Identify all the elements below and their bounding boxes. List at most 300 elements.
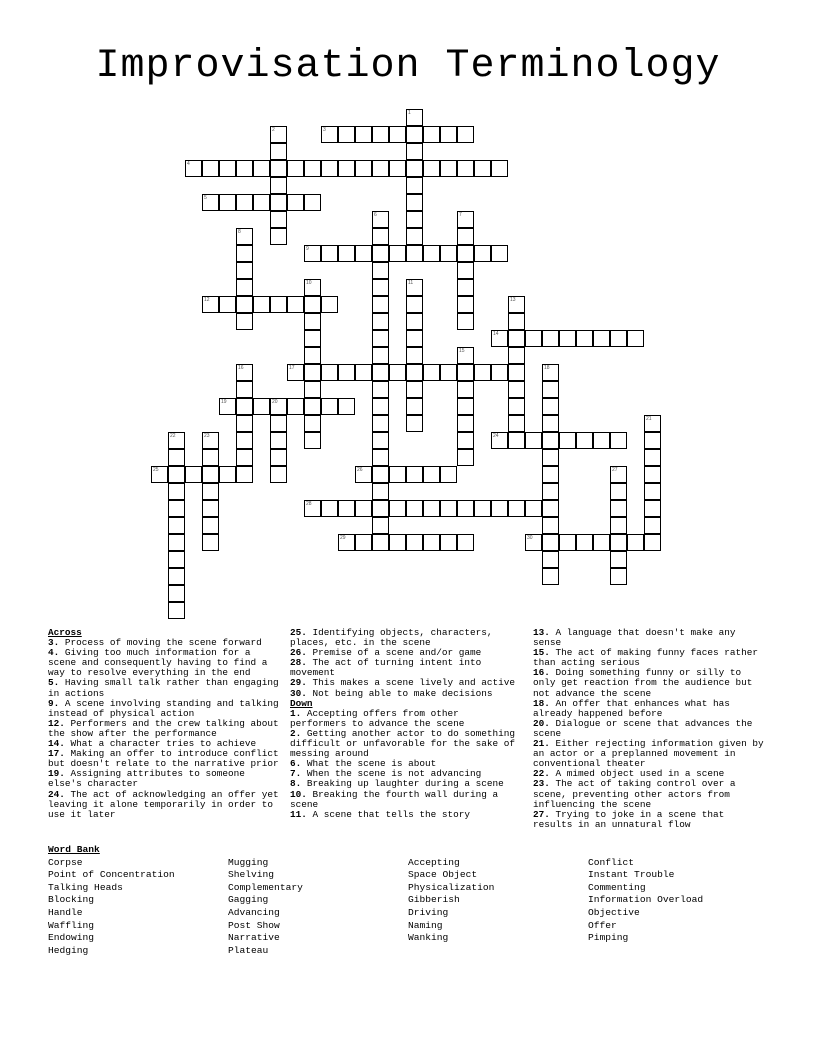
crossword-cell[interactable] — [304, 347, 321, 364]
crossword-cell[interactable] — [423, 364, 440, 381]
clue-number: 1 — [408, 110, 411, 116]
clue-text: Doing something funny or silly to only get reaction from the audience but not advance the scene — [533, 667, 753, 699]
clue — [48, 769, 283, 789]
clue — [290, 810, 520, 820]
clue-number-label: 20. — [533, 717, 550, 729]
crossword-cell[interactable] — [423, 245, 440, 262]
crossword-cell[interactable] — [508, 381, 525, 398]
crossword-cell[interactable] — [321, 398, 338, 415]
crossword-cell[interactable] — [593, 534, 610, 551]
crossword-cell[interactable] — [389, 364, 406, 381]
crossword-cell[interactable] — [610, 432, 627, 449]
crossword-cell[interactable] — [304, 296, 321, 313]
crossword-cell[interactable] — [270, 449, 287, 466]
crossword-cell[interactable] — [304, 432, 321, 449]
word-bank-word: Complementary — [228, 881, 303, 893]
crossword-cell[interactable] — [457, 398, 474, 415]
crossword-cell[interactable] — [559, 432, 576, 449]
crossword-cell[interactable] — [542, 381, 559, 398]
crossword-cell[interactable] — [440, 500, 457, 517]
crossword-cell[interactable] — [270, 160, 287, 177]
crossword-cell[interactable] — [389, 466, 406, 483]
crossword-cell[interactable] — [168, 517, 185, 534]
crossword-cell[interactable] — [457, 364, 474, 381]
clue-text: When the scene is not advancing — [301, 768, 482, 780]
crossword-cell[interactable] — [406, 177, 423, 194]
crossword-cell[interactable] — [236, 415, 253, 432]
crossword-cell[interactable] — [508, 313, 525, 330]
crossword-cell[interactable] — [457, 211, 474, 228]
crossword-cell[interactable] — [355, 126, 372, 143]
crossword-cell[interactable] — [406, 143, 423, 160]
crossword-cell[interactable] — [219, 160, 236, 177]
crossword-cell[interactable] — [202, 466, 219, 483]
crossword-cell[interactable] — [321, 364, 338, 381]
crossword-cell[interactable] — [457, 245, 474, 262]
crossword-cell[interactable] — [372, 517, 389, 534]
crossword-cell[interactable] — [372, 398, 389, 415]
crossword-cell[interactable] — [321, 296, 338, 313]
crossword-cell[interactable] — [474, 160, 491, 177]
crossword-cell[interactable] — [440, 466, 457, 483]
crossword-cell[interactable] — [372, 483, 389, 500]
crossword-cell[interactable] — [338, 398, 355, 415]
crossword-cell[interactable] — [576, 330, 593, 347]
crossword-cell[interactable] — [202, 194, 219, 211]
crossword-cell[interactable] — [457, 500, 474, 517]
crossword-cell[interactable] — [270, 466, 287, 483]
crossword-cell[interactable] — [610, 483, 627, 500]
crossword-cell[interactable] — [372, 126, 389, 143]
crossword-cell[interactable] — [576, 432, 593, 449]
crossword-cell[interactable] — [372, 364, 389, 381]
crossword-cell[interactable] — [440, 160, 457, 177]
crossword-cell[interactable] — [304, 500, 321, 517]
crossword-cell[interactable] — [542, 517, 559, 534]
crossword-cell[interactable] — [644, 517, 661, 534]
crossword-cell[interactable] — [219, 194, 236, 211]
crossword-cell[interactable] — [355, 534, 372, 551]
crossword-cell[interactable] — [270, 228, 287, 245]
crossword-cell[interactable] — [423, 160, 440, 177]
crossword-cell[interactable] — [151, 466, 168, 483]
crossword-cell[interactable] — [355, 245, 372, 262]
crossword-cell[interactable] — [304, 415, 321, 432]
crossword-cell[interactable] — [168, 466, 185, 483]
crossword-cell[interactable] — [406, 330, 423, 347]
crossword-cell[interactable] — [457, 296, 474, 313]
crossword-cell[interactable] — [236, 398, 253, 415]
crossword-cell[interactable] — [304, 313, 321, 330]
crossword-cell[interactable] — [440, 364, 457, 381]
crossword-cell[interactable] — [406, 211, 423, 228]
crossword-cell[interactable] — [491, 160, 508, 177]
clue-section-header: Down — [290, 697, 313, 709]
crossword-cell[interactable] — [525, 330, 542, 347]
crossword-cell[interactable] — [304, 364, 321, 381]
crossword-cell[interactable] — [270, 415, 287, 432]
crossword-cell[interactable] — [491, 432, 508, 449]
crossword-cell[interactable] — [593, 330, 610, 347]
crossword-cell[interactable] — [304, 194, 321, 211]
crossword-cell[interactable] — [389, 160, 406, 177]
crossword-cell[interactable] — [423, 500, 440, 517]
crossword-cell[interactable] — [338, 126, 355, 143]
crossword-cell[interactable] — [321, 245, 338, 262]
crossword-cell[interactable] — [525, 500, 542, 517]
crossword-cell[interactable] — [202, 534, 219, 551]
crossword-cell[interactable] — [168, 534, 185, 551]
clue-number: 28 — [306, 501, 312, 507]
crossword-cell[interactable] — [644, 534, 661, 551]
crossword-cell[interactable] — [372, 347, 389, 364]
crossword-cell[interactable] — [457, 449, 474, 466]
crossword-cell[interactable] — [219, 398, 236, 415]
crossword-cell[interactable] — [542, 466, 559, 483]
crossword-cell[interactable] — [627, 330, 644, 347]
crossword-cell[interactable] — [406, 364, 423, 381]
crossword-cell[interactable] — [644, 432, 661, 449]
crossword-cell[interactable] — [236, 313, 253, 330]
crossword-cell[interactable] — [236, 262, 253, 279]
clue-text: The act of making funny faces rather than acting serious — [533, 647, 759, 669]
word-bank-word: Pimping — [588, 932, 629, 944]
clue — [290, 790, 520, 810]
crossword-cell[interactable] — [304, 381, 321, 398]
crossword-cell[interactable] — [457, 313, 474, 330]
crossword-cell[interactable] — [270, 211, 287, 228]
crossword-cell[interactable] — [236, 296, 253, 313]
crossword-cell[interactable] — [542, 500, 559, 517]
crossword-cell[interactable] — [508, 415, 525, 432]
clue — [533, 668, 768, 698]
crossword-cell[interactable] — [542, 330, 559, 347]
crossword-cell[interactable] — [168, 432, 185, 449]
crossword-cell[interactable] — [440, 126, 457, 143]
crossword-cell[interactable] — [270, 177, 287, 194]
word-bank-word: Hedging — [48, 944, 89, 956]
crossword-cell[interactable] — [304, 398, 321, 415]
crossword-cell[interactable] — [423, 126, 440, 143]
clue-text: The act of acknowledging an offer yet leaving it alone temporarily in order to use it later — [48, 788, 279, 820]
crossword-cell[interactable] — [406, 466, 423, 483]
clue-text: Accepting offers from other performers to advance the scene — [290, 707, 465, 729]
crossword-cell[interactable] — [406, 347, 423, 364]
clue-number-label: 25. — [290, 627, 307, 638]
crossword-cell[interactable] — [321, 126, 338, 143]
crossword-cell[interactable] — [457, 415, 474, 432]
clue-number-label: 18. — [533, 697, 550, 709]
crossword-cell[interactable] — [610, 568, 627, 585]
crossword-cell[interactable] — [287, 398, 304, 415]
crossword-cell[interactable] — [372, 415, 389, 432]
clue — [533, 719, 768, 739]
crossword-cell[interactable] — [168, 449, 185, 466]
crossword-cell[interactable] — [304, 279, 321, 296]
crossword-cell[interactable] — [406, 313, 423, 330]
word-bank-column — [48, 857, 228, 958]
crossword-cell[interactable] — [644, 483, 661, 500]
crossword-cell[interactable] — [202, 517, 219, 534]
crossword-cell[interactable] — [236, 364, 253, 381]
crossword-cell[interactable] — [610, 551, 627, 568]
crossword-cell[interactable] — [372, 262, 389, 279]
crossword-cell[interactable] — [168, 568, 185, 585]
word-bank-word: Conflict — [588, 856, 635, 868]
crossword-cell[interactable] — [185, 466, 202, 483]
word-bank-word: Accepting — [408, 856, 460, 868]
crossword-cell[interactable] — [338, 534, 355, 551]
clue-number: 7 — [459, 212, 462, 218]
clue-text: Giving too much information for a scene and consequently having to find a way to resolve everything in the end — [48, 647, 268, 679]
crossword-cell[interactable] — [304, 245, 321, 262]
clue-number: 17 — [289, 365, 295, 371]
crossword-cell[interactable] — [610, 534, 627, 551]
crossword-cell[interactable] — [236, 381, 253, 398]
crossword-cell[interactable] — [304, 330, 321, 347]
crossword-cell[interactable] — [389, 245, 406, 262]
clue-number: 19 — [221, 399, 227, 405]
crossword-cell[interactable] — [457, 279, 474, 296]
crossword-cell[interactable] — [508, 330, 525, 347]
crossword-cell[interactable] — [168, 602, 185, 619]
crossword-cell[interactable] — [559, 330, 576, 347]
crossword-cell[interactable] — [423, 466, 440, 483]
crossword-cell[interactable] — [253, 160, 270, 177]
crossword-cell[interactable] — [372, 534, 389, 551]
crossword-cell[interactable] — [372, 466, 389, 483]
crossword-cell[interactable] — [202, 449, 219, 466]
crossword-cell[interactable] — [491, 364, 508, 381]
clue-number-label: 16. — [533, 667, 550, 679]
crossword-cell[interactable] — [406, 296, 423, 313]
crossword-cell[interactable] — [372, 330, 389, 347]
crossword-cell[interactable] — [644, 415, 661, 432]
clue-number: 13 — [510, 297, 516, 303]
crossword-cell[interactable] — [219, 466, 236, 483]
crossword-cell[interactable] — [457, 126, 474, 143]
crossword-cell[interactable] — [168, 585, 185, 602]
crossword-cell[interactable] — [236, 279, 253, 296]
crossword-cell[interactable] — [644, 449, 661, 466]
crossword-cell[interactable] — [406, 160, 423, 177]
crossword-cell[interactable] — [406, 398, 423, 415]
crossword-cell[interactable] — [202, 483, 219, 500]
word-bank — [48, 844, 768, 957]
crossword-cell[interactable] — [457, 381, 474, 398]
crossword-cell[interactable] — [168, 551, 185, 568]
crossword-cell[interactable] — [168, 483, 185, 500]
crossword-cell[interactable] — [474, 364, 491, 381]
crossword-cell[interactable] — [338, 500, 355, 517]
crossword-cell[interactable] — [491, 245, 508, 262]
crossword-cell[interactable] — [355, 466, 372, 483]
crossword-cell[interactable] — [202, 500, 219, 517]
crossword-cell[interactable] — [389, 500, 406, 517]
crossword-cell[interactable] — [491, 330, 508, 347]
crossword-cell[interactable] — [168, 500, 185, 517]
crossword-cell[interactable] — [542, 534, 559, 551]
clue-number-label: 4. — [48, 647, 60, 659]
crossword-cell[interactable] — [406, 500, 423, 517]
crossword-cell[interactable] — [491, 500, 508, 517]
crossword-cell[interactable] — [457, 228, 474, 245]
crossword-cell[interactable] — [270, 143, 287, 160]
crossword-cell[interactable] — [508, 347, 525, 364]
crossword-cell[interactable] — [610, 330, 627, 347]
crossword-cell[interactable] — [236, 449, 253, 466]
crossword-cell[interactable] — [372, 228, 389, 245]
clue-number: 20 — [272, 399, 278, 405]
crossword-cell[interactable] — [644, 500, 661, 517]
crossword-cell[interactable] — [236, 194, 253, 211]
clue-text: Assigning attributes to someone else's character — [48, 768, 245, 790]
crossword-cell[interactable] — [372, 432, 389, 449]
crossword-cell[interactable] — [253, 194, 270, 211]
crossword-cell[interactable] — [406, 109, 423, 126]
crossword-cell[interactable] — [508, 432, 525, 449]
crossword-cell[interactable] — [321, 500, 338, 517]
crossword-cell[interactable] — [576, 534, 593, 551]
crossword-cell[interactable] — [610, 466, 627, 483]
word-bank-column — [408, 857, 588, 958]
crossword-cell[interactable] — [406, 126, 423, 143]
crossword-cell[interactable] — [440, 245, 457, 262]
crossword-cell[interactable] — [542, 398, 559, 415]
crossword-cell[interactable] — [304, 160, 321, 177]
crossword-cell[interactable] — [406, 415, 423, 432]
crossword-cell[interactable] — [372, 296, 389, 313]
clue-text: Trying to joke in a scene that results in an unnatural flow — [533, 808, 725, 830]
crossword-cell[interactable] — [406, 245, 423, 262]
crossword-cell[interactable] — [270, 296, 287, 313]
crossword-cell[interactable] — [457, 534, 474, 551]
crossword-cell[interactable] — [338, 364, 355, 381]
crossword-cell[interactable] — [406, 534, 423, 551]
crossword-cell[interactable] — [236, 432, 253, 449]
crossword-cell[interactable] — [610, 517, 627, 534]
crossword-cell[interactable] — [372, 449, 389, 466]
crossword-cell[interactable] — [627, 534, 644, 551]
crossword-cell[interactable] — [338, 160, 355, 177]
crossword-cell[interactable] — [236, 245, 253, 262]
crossword-cell[interactable] — [202, 296, 219, 313]
crossword-cell[interactable] — [338, 245, 355, 262]
crossword-cell[interactable] — [287, 296, 304, 313]
crossword-cell[interactable] — [287, 194, 304, 211]
clue-number: 24 — [493, 433, 499, 439]
crossword-cell[interactable] — [287, 364, 304, 381]
crossword-cell[interactable] — [287, 160, 304, 177]
crossword-cell[interactable] — [236, 228, 253, 245]
crossword-cell[interactable] — [236, 160, 253, 177]
word-bank-header: Word Bank — [48, 844, 100, 855]
crossword-cell[interactable] — [542, 483, 559, 500]
crossword-cell[interactable] — [202, 432, 219, 449]
crossword-cell[interactable] — [406, 228, 423, 245]
crossword-cell[interactable] — [389, 126, 406, 143]
clue-text: What the scene is about — [301, 758, 437, 770]
word-bank-word: Space Object — [408, 869, 478, 881]
crossword-cell[interactable] — [508, 500, 525, 517]
crossword-cell[interactable] — [355, 500, 372, 517]
word-bank-word: Shelving — [228, 869, 275, 881]
crossword-cell[interactable] — [270, 126, 287, 143]
crossword-cell[interactable] — [457, 262, 474, 279]
clue-number-label: 3. — [48, 637, 60, 649]
crossword-cell[interactable] — [372, 500, 389, 517]
crossword-cell[interactable] — [372, 279, 389, 296]
crossword-cell[interactable] — [559, 534, 576, 551]
clue-number-label: 28. — [290, 657, 307, 669]
crossword-cell[interactable] — [644, 466, 661, 483]
clue — [533, 739, 768, 769]
crossword-cell[interactable] — [457, 432, 474, 449]
word-bank-word: Gagging — [228, 894, 269, 906]
crossword-cell[interactable] — [542, 415, 559, 432]
crossword-cell[interactable] — [219, 296, 236, 313]
crossword-cell[interactable] — [508, 364, 525, 381]
crossword-cell[interactable] — [355, 364, 372, 381]
crossword-cell[interactable] — [610, 500, 627, 517]
clue-number-label: 7. — [290, 768, 302, 780]
crossword-cell[interactable] — [253, 296, 270, 313]
crossword-cell[interactable] — [474, 245, 491, 262]
crossword-cell[interactable] — [423, 534, 440, 551]
word-bank-word: Point of Concentration — [48, 869, 175, 881]
crossword-cell[interactable] — [372, 160, 389, 177]
crossword-cell[interactable] — [236, 466, 253, 483]
crossword-cell[interactable] — [440, 534, 457, 551]
crossword-cell[interactable] — [406, 194, 423, 211]
crossword-cell[interactable] — [525, 432, 542, 449]
crossword-cell[interactable] — [270, 398, 287, 415]
clue — [48, 749, 283, 769]
clue-number-label: 5. — [48, 677, 60, 689]
crossword-cell[interactable] — [372, 211, 389, 228]
clue — [290, 729, 520, 759]
crossword-cell[interactable] — [457, 347, 474, 364]
crossword-cell[interactable] — [253, 398, 270, 415]
crossword-cell[interactable] — [270, 194, 287, 211]
word-bank-word: Narrative — [228, 932, 280, 944]
crossword-cell[interactable] — [185, 160, 202, 177]
crossword-cell[interactable] — [593, 432, 610, 449]
clue — [48, 719, 283, 739]
crossword-cell[interactable] — [542, 449, 559, 466]
crossword-cell[interactable] — [508, 398, 525, 415]
crossword-cell[interactable] — [270, 432, 287, 449]
crossword-cell[interactable] — [406, 381, 423, 398]
crossword-cell[interactable] — [525, 534, 542, 551]
crossword-cell[interactable] — [372, 381, 389, 398]
crossword-cell[interactable] — [542, 568, 559, 585]
clue-number-label: 6. — [290, 758, 302, 770]
crossword-cell[interactable] — [542, 432, 559, 449]
crossword-cell[interactable] — [406, 279, 423, 296]
crossword-cell[interactable] — [321, 160, 338, 177]
crossword-cell[interactable] — [542, 551, 559, 568]
crossword-cell[interactable] — [372, 245, 389, 262]
crossword-cell[interactable] — [474, 500, 491, 517]
crossword-cell[interactable] — [202, 160, 219, 177]
crossword-cell[interactable] — [457, 160, 474, 177]
crossword-cell[interactable] — [372, 313, 389, 330]
crossword-cell[interactable] — [508, 296, 525, 313]
crossword-cell[interactable] — [355, 160, 372, 177]
crossword-cell[interactable] — [542, 364, 559, 381]
crossword-cell[interactable] — [389, 534, 406, 551]
